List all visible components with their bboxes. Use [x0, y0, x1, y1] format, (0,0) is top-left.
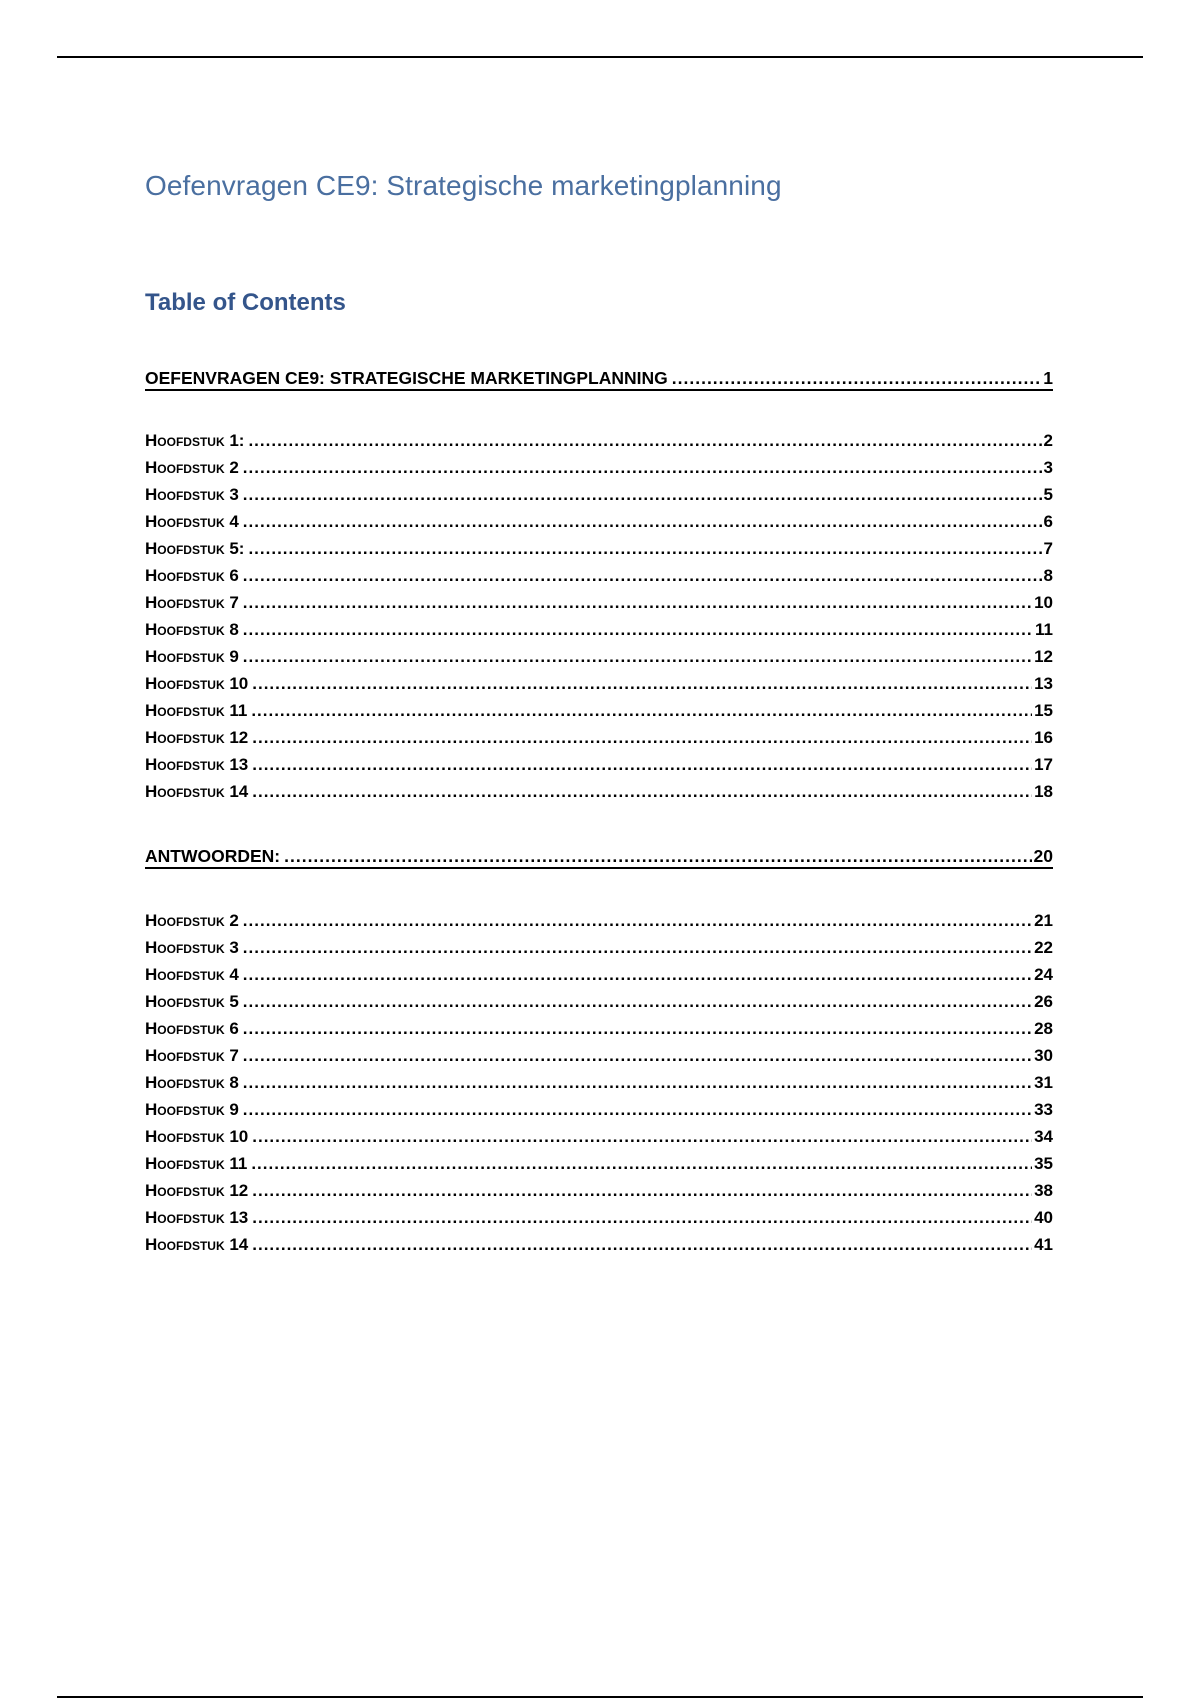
toc-leader-dots [252, 1235, 1032, 1255]
toc-leader-dots [252, 1208, 1032, 1228]
toc-entry-page: 34 [1034, 1127, 1053, 1146]
toc-leader-dots [251, 1154, 1032, 1174]
toc-entry[interactable] [145, 1231, 1053, 1255]
toc-entry-page: 20 [1033, 846, 1053, 866]
toc-entry[interactable] [145, 778, 1053, 802]
toc-entry-label: Hoofdstuk 14 [145, 1235, 249, 1254]
toc-entry-page: 11 [1035, 620, 1053, 639]
toc-entry[interactable] [145, 724, 1053, 748]
toc-entry-label: Hoofdstuk 11 [145, 1154, 248, 1173]
toc-entry-label: Hoofdstuk 14 [145, 782, 249, 801]
toc-entry-label: Hoofdstuk 13 [145, 1208, 249, 1227]
toc-entry-page: 3 [1043, 458, 1053, 477]
toc-leader-dots [252, 1181, 1032, 1201]
toc-entry-page: 16 [1034, 728, 1053, 747]
toc-entry-page: 8 [1043, 566, 1053, 585]
toc-entry[interactable] [145, 934, 1053, 958]
toc-leader-dots [243, 938, 1032, 958]
toc-leader-dots [243, 458, 1042, 478]
footer-rule [57, 1696, 1143, 1698]
toc-leader-dots [243, 566, 1042, 586]
toc-entry[interactable] [145, 454, 1053, 478]
toc-entry-page: 31 [1034, 1073, 1053, 1092]
toc-entry-page: 5 [1043, 485, 1053, 504]
toc-entry-page: 41 [1034, 1235, 1053, 1254]
toc-entry-page: 26 [1034, 992, 1053, 1011]
toc-entry-page: 15 [1034, 701, 1053, 720]
toc-entry[interactable] [145, 1177, 1053, 1201]
toc-entry-page: 22 [1034, 938, 1053, 957]
toc-leader-dots [243, 965, 1032, 985]
toc-entry-label: Hoofdstuk 8 [145, 1073, 239, 1092]
toc-leader-dots [243, 485, 1042, 505]
toc-entry-page: 18 [1034, 782, 1053, 801]
toc-entry-page: 10 [1034, 593, 1053, 612]
toc-entry-page: 35 [1034, 1154, 1053, 1173]
toc-leader-dots [243, 992, 1032, 1012]
toc-entry-label: Hoofdstuk 8 [145, 620, 239, 639]
document-title: Oefenvragen CE9: Strategische marketingplanning [145, 170, 782, 201]
toc-leader-dots [252, 782, 1032, 802]
toc-entry-label: Hoofdstuk 12 [145, 728, 249, 747]
header-rule [57, 56, 1143, 58]
toc-entry-page: 7 [1043, 539, 1053, 558]
toc-entry[interactable] [145, 670, 1053, 694]
toc-entry-page: 12 [1034, 647, 1053, 666]
toc-leader-dots [243, 512, 1042, 532]
toc-entry-page: 21 [1034, 911, 1053, 930]
toc-entry-page: 13 [1034, 674, 1053, 693]
toc-entry-label: Hoofdstuk 12 [145, 1181, 249, 1200]
toc-entry-label: Hoofdstuk 9 [145, 647, 239, 666]
toc-leader-dots [252, 755, 1032, 775]
toc-entry-label: Hoofdstuk 10 [145, 674, 249, 693]
toc-leader-dots [252, 728, 1032, 748]
toc-leader-dots [243, 911, 1032, 931]
toc-entry-label: Hoofdstuk 1: [145, 431, 245, 450]
toc-entry[interactable] [145, 616, 1053, 640]
toc-heading: Table of Contents [145, 289, 346, 316]
toc-entry[interactable] [145, 427, 1053, 451]
toc-section-exercises[interactable] [145, 364, 1053, 391]
toc-leader-dots [243, 1019, 1032, 1039]
toc-leader-dots [243, 1046, 1032, 1066]
toc-entry[interactable] [145, 535, 1053, 559]
toc-leader-dots [284, 846, 1031, 866]
toc-entry-label: Hoofdstuk 7 [145, 1046, 239, 1065]
toc-leader-dots [248, 539, 1041, 559]
toc-leader-dots [243, 647, 1032, 667]
toc-entry[interactable] [145, 562, 1053, 586]
toc-entry-label: Hoofdstuk 6 [145, 1019, 239, 1038]
toc-entry-page: 24 [1034, 965, 1053, 984]
toc-entry-page: 40 [1034, 1208, 1053, 1227]
toc-leader-dots [243, 620, 1033, 640]
toc-entry[interactable] [145, 751, 1053, 775]
toc-entry-page: 33 [1034, 1100, 1053, 1119]
toc-entry[interactable] [145, 1042, 1053, 1066]
toc-entry-page: 2 [1043, 431, 1053, 450]
toc-entry[interactable] [145, 1096, 1053, 1120]
toc-entry[interactable] [145, 481, 1053, 505]
toc-entry[interactable] [145, 589, 1053, 613]
toc-entry-label: Hoofdstuk 6 [145, 566, 239, 585]
toc-leader-dots [252, 1127, 1032, 1147]
toc-entry-page: 28 [1034, 1019, 1053, 1038]
toc-entry-page: 17 [1034, 755, 1053, 774]
toc-entry-label: Hoofdstuk 2 [145, 458, 239, 477]
toc-entry[interactable] [145, 508, 1053, 532]
toc-entry-label: Hoofdstuk 11 [145, 701, 248, 720]
toc-entry[interactable] [145, 907, 1053, 931]
toc-entry-label: Hoofdstuk 3 [145, 938, 239, 957]
toc-entry[interactable] [145, 1015, 1053, 1039]
toc-entry[interactable] [145, 1069, 1053, 1093]
toc-leader-dots [251, 701, 1032, 721]
toc-entry[interactable] [145, 643, 1053, 667]
toc-entry-label: Hoofdstuk 7 [145, 593, 239, 612]
toc-entry[interactable] [145, 961, 1053, 985]
toc-entry[interactable] [145, 697, 1053, 721]
toc-entry-label: Hoofdstuk 13 [145, 755, 249, 774]
toc-entry-label: Hoofdstuk 2 [145, 911, 239, 930]
toc-entry-page: 6 [1043, 512, 1053, 531]
toc-entry[interactable] [145, 1204, 1053, 1228]
toc-leader-dots [252, 674, 1032, 694]
toc-entry[interactable] [145, 1123, 1053, 1147]
toc-entry[interactable] [145, 1150, 1053, 1174]
toc-entry-label: Hoofdstuk 10 [145, 1127, 249, 1146]
toc-entry-page: 38 [1034, 1181, 1053, 1200]
toc-entry-label: Hoofdstuk 5: [145, 539, 245, 558]
toc-entry-label: OEFENVRAGEN CE9: STRATEGISCHE MARKETINGPLANNING [145, 368, 668, 388]
toc-entry-label: Hoofdstuk 9 [145, 1100, 239, 1119]
toc-leader-dots [243, 593, 1032, 613]
toc-entry-page: 1 [1043, 368, 1053, 388]
toc-section-answers[interactable] [145, 842, 1053, 869]
toc-entry-label: Hoofdstuk 4 [145, 965, 239, 984]
toc-entry[interactable] [145, 988, 1053, 1012]
toc-entry-label: Hoofdstuk 3 [145, 485, 239, 504]
toc-leader-dots [248, 431, 1041, 451]
toc-entry-label: ANTWOORDEN: [145, 846, 281, 866]
toc-leader-dots [672, 368, 1042, 388]
toc-entry-label: Hoofdstuk 4 [145, 512, 239, 531]
toc-entry-page: 30 [1034, 1046, 1053, 1065]
toc-leader-dots [243, 1100, 1032, 1120]
toc-leader-dots [243, 1073, 1032, 1093]
toc-entry-label: Hoofdstuk 5 [145, 992, 239, 1011]
